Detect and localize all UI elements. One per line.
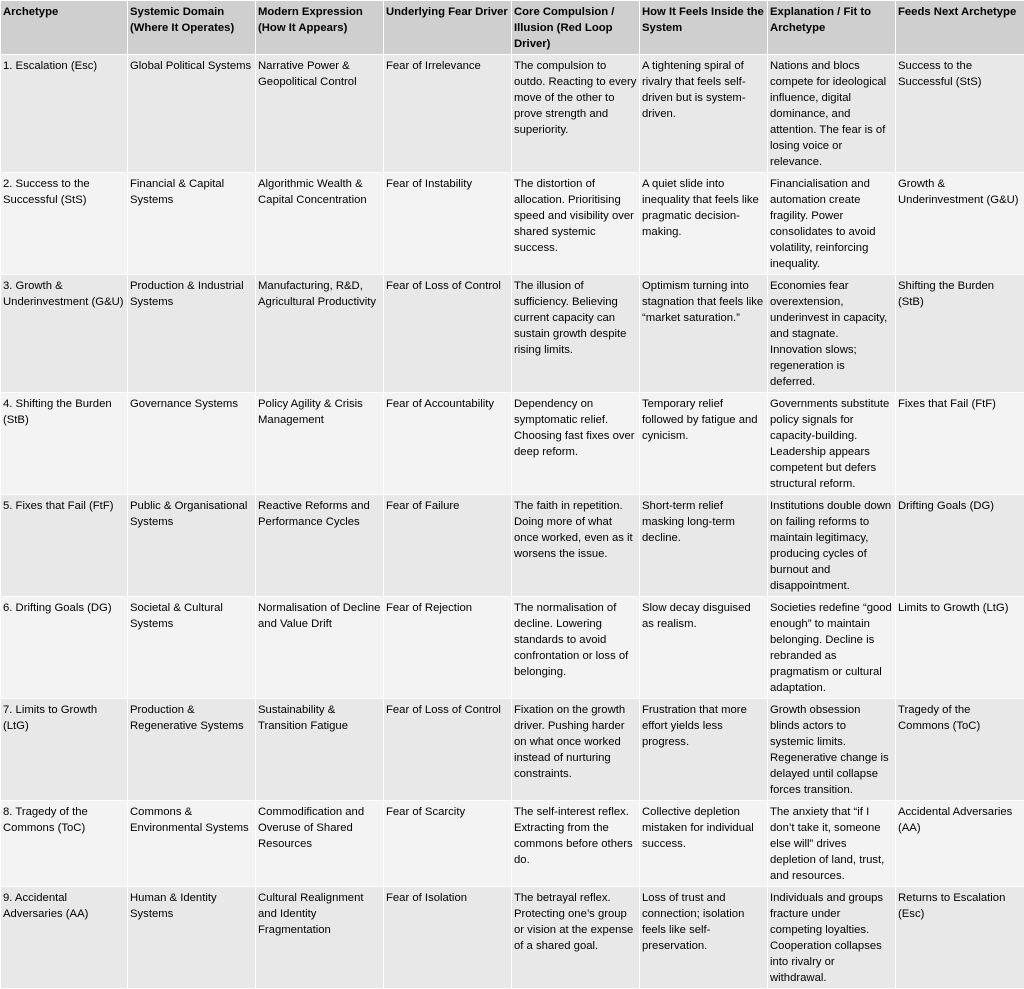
header-core-compulsion: Core Compulsion / Illusion (Red Loop Driver): [512, 1, 640, 55]
cell-feeds-next: Returns to Escalation (Esc): [896, 887, 1024, 989]
cell-systemic-domain: Production & Industrial Systems: [128, 275, 256, 393]
table-row: [1, 393, 1024, 495]
cell-fear-driver: Fear of Instability: [384, 173, 512, 275]
table-row: [1, 887, 1024, 989]
cell-explanation: Nations and blocs compete for ideological influence, digital dominance, and attention. The fear is of losing voice or relevance.: [768, 55, 896, 173]
cell-feeds-next: Drifting Goals (DG): [896, 495, 1024, 597]
header-row: [1, 1, 1024, 55]
cell-fear-driver: Fear of Loss of Control: [384, 275, 512, 393]
cell-core-compulsion: Dependency on symptomatic relief. Choosing fast fixes over deep reform.: [512, 393, 640, 495]
header-explanation: Explanation / Fit to Archetype: [768, 1, 896, 55]
cell-feeds-next: Shifting the Burden (StB): [896, 275, 1024, 393]
table-row: [1, 597, 1024, 699]
cell-how-it-feels: Frustration that more effort yields less progress.: [640, 699, 768, 801]
table-row: [1, 173, 1024, 275]
cell-archetype: 4. Shifting the Burden (StB): [1, 393, 128, 495]
cell-feeds-next: Fixes that Fail (FtF): [896, 393, 1024, 495]
cell-core-compulsion: The compulsion to outdo. Reacting to every move of the other to prove strength and superiority.: [512, 55, 640, 173]
table-row: [1, 495, 1024, 597]
cell-explanation: Individuals and groups fracture under competing loyalties. Cooperation collapses into rivalry or withdrawal.: [768, 887, 896, 989]
cell-modern-expression: Cultural Realignment and Identity Fragmentation: [256, 887, 384, 989]
cell-explanation: Governments substitute policy signals for capacity-building. Leadership appears competent but defers structural reform.: [768, 393, 896, 495]
cell-core-compulsion: The illusion of sufficiency. Believing current capacity can sustain growth despite rising limits.: [512, 275, 640, 393]
cell-systemic-domain: Public & Organisational Systems: [128, 495, 256, 597]
cell-systemic-domain: Financial & Capital Systems: [128, 173, 256, 275]
cell-explanation: Financialisation and automation create fragility. Power consolidates to avoid volatility, reinforcing inequality.: [768, 173, 896, 275]
cell-modern-expression: Normalisation of Decline and Value Drift: [256, 597, 384, 699]
cell-core-compulsion: The betrayal reflex. Protecting one’s group or vision at the expense of a shared goal.: [512, 887, 640, 989]
cell-feeds-next: Limits to Growth (LtG): [896, 597, 1024, 699]
cell-modern-expression: Manufacturing, R&D, Agricultural Productivity: [256, 275, 384, 393]
cell-how-it-feels: Loss of trust and connection; isolation feels like self-preservation.: [640, 887, 768, 989]
cell-systemic-domain: Production & Regenerative Systems: [128, 699, 256, 801]
cell-core-compulsion: The distortion of allocation. Prioritising speed and visibility over shared systemic success.: [512, 173, 640, 275]
cell-how-it-feels: Collective depletion mistaken for individual success.: [640, 801, 768, 887]
cell-systemic-domain: Societal & Cultural Systems: [128, 597, 256, 699]
cell-explanation: Societies redefine “good enough” to maintain belonging. Decline is rebranded as pragmatism or cultural adaptation.: [768, 597, 896, 699]
cell-how-it-feels: A tightening spiral of rivalry that feels self-driven but is system-driven.: [640, 55, 768, 173]
cell-fear-driver: Fear of Loss of Control: [384, 699, 512, 801]
cell-fear-driver: Fear of Scarcity: [384, 801, 512, 887]
cell-modern-expression: Policy Agility & Crisis Management: [256, 393, 384, 495]
cell-archetype: 3. Growth & Underinvestment (G&U): [1, 275, 128, 393]
table-row: [1, 55, 1024, 173]
cell-fear-driver: Fear of Accountability: [384, 393, 512, 495]
cell-core-compulsion: The faith in repetition. Doing more of what once worked, even as it worsens the issue.: [512, 495, 640, 597]
header-systemic-domain: Systemic Domain (Where It Operates): [128, 1, 256, 55]
cell-archetype: 6. Drifting Goals (DG): [1, 597, 128, 699]
cell-feeds-next: Growth & Underinvestment (G&U): [896, 173, 1024, 275]
cell-systemic-domain: Human & Identity Systems: [128, 887, 256, 989]
cell-archetype: 1. Escalation (Esc): [1, 55, 128, 173]
table-row: [1, 801, 1024, 887]
cell-core-compulsion: The normalisation of decline. Lowering standards to avoid confrontation or loss of belonging.: [512, 597, 640, 699]
cell-how-it-feels: Temporary relief followed by fatigue and cynicism.: [640, 393, 768, 495]
cell-fear-driver: Fear of Rejection: [384, 597, 512, 699]
cell-archetype: 7. Limits to Growth (LtG): [1, 699, 128, 801]
cell-explanation: Institutions double down on failing reforms to maintain legitimacy, producing cycles of burnout and disappointment.: [768, 495, 896, 597]
cell-archetype: 5. Fixes that Fail (FtF): [1, 495, 128, 597]
cell-systemic-domain: Governance Systems: [128, 393, 256, 495]
cell-archetype: 8. Tragedy of the Commons (ToC): [1, 801, 128, 887]
cell-modern-expression: Sustainability & Transition Fatigue: [256, 699, 384, 801]
cell-fear-driver: Fear of Failure: [384, 495, 512, 597]
cell-how-it-feels: Slow decay disguised as realism.: [640, 597, 768, 699]
cell-explanation: The anxiety that “if I don’t take it, someone else will” drives depletion of land, trust, and resources.: [768, 801, 896, 887]
cell-core-compulsion: Fixation on the growth driver. Pushing harder on what once worked instead of nurturing constraints.: [512, 699, 640, 801]
header-how-it-feels: How It Feels Inside the System: [640, 1, 768, 55]
cell-modern-expression: Narrative Power & Geopolitical Control: [256, 55, 384, 173]
header-fear-driver: Underlying Fear Driver: [384, 1, 512, 55]
cell-systemic-domain: Commons & Environmental Systems: [128, 801, 256, 887]
cell-how-it-feels: A quiet slide into inequality that feels like pragmatic decision-making.: [640, 173, 768, 275]
cell-feeds-next: Tragedy of the Commons (ToC): [896, 699, 1024, 801]
table-row: [1, 275, 1024, 393]
cell-feeds-next: Success to the Successful (StS): [896, 55, 1024, 173]
cell-how-it-feels: Optimism turning into stagnation that feels like “market saturation.”: [640, 275, 768, 393]
header-archetype: Archetype: [1, 1, 128, 55]
cell-fear-driver: Fear of Irrelevance: [384, 55, 512, 173]
cell-feeds-next: Accidental Adversaries (AA): [896, 801, 1024, 887]
table-row: [1, 699, 1024, 801]
cell-modern-expression: Reactive Reforms and Performance Cycles: [256, 495, 384, 597]
cell-core-compulsion: The self-interest reflex. Extracting from the commons before others do.: [512, 801, 640, 887]
cell-modern-expression: Commodification and Overuse of Shared Resources: [256, 801, 384, 887]
cell-fear-driver: Fear of Isolation: [384, 887, 512, 989]
cell-explanation: Economies fear overextension, underinvest in capacity, and stagnate. Innovation slows; regeneration is deferred.: [768, 275, 896, 393]
cell-explanation: Growth obsession blinds actors to systemic limits. Regenerative change is delayed until collapse forces transition.: [768, 699, 896, 801]
cell-modern-expression: Algorithmic Wealth & Capital Concentration: [256, 173, 384, 275]
cell-how-it-feels: Short-term relief masking long-term decline.: [640, 495, 768, 597]
cell-systemic-domain: Global Political Systems: [128, 55, 256, 173]
header-modern-expression: Modern Expression (How It Appears): [256, 1, 384, 55]
cell-archetype: 9. Accidental Adversaries (AA): [1, 887, 128, 989]
header-feeds-next: Feeds Next Archetype: [896, 1, 1024, 55]
cell-archetype: 2. Success to the Successful (StS): [1, 173, 128, 275]
